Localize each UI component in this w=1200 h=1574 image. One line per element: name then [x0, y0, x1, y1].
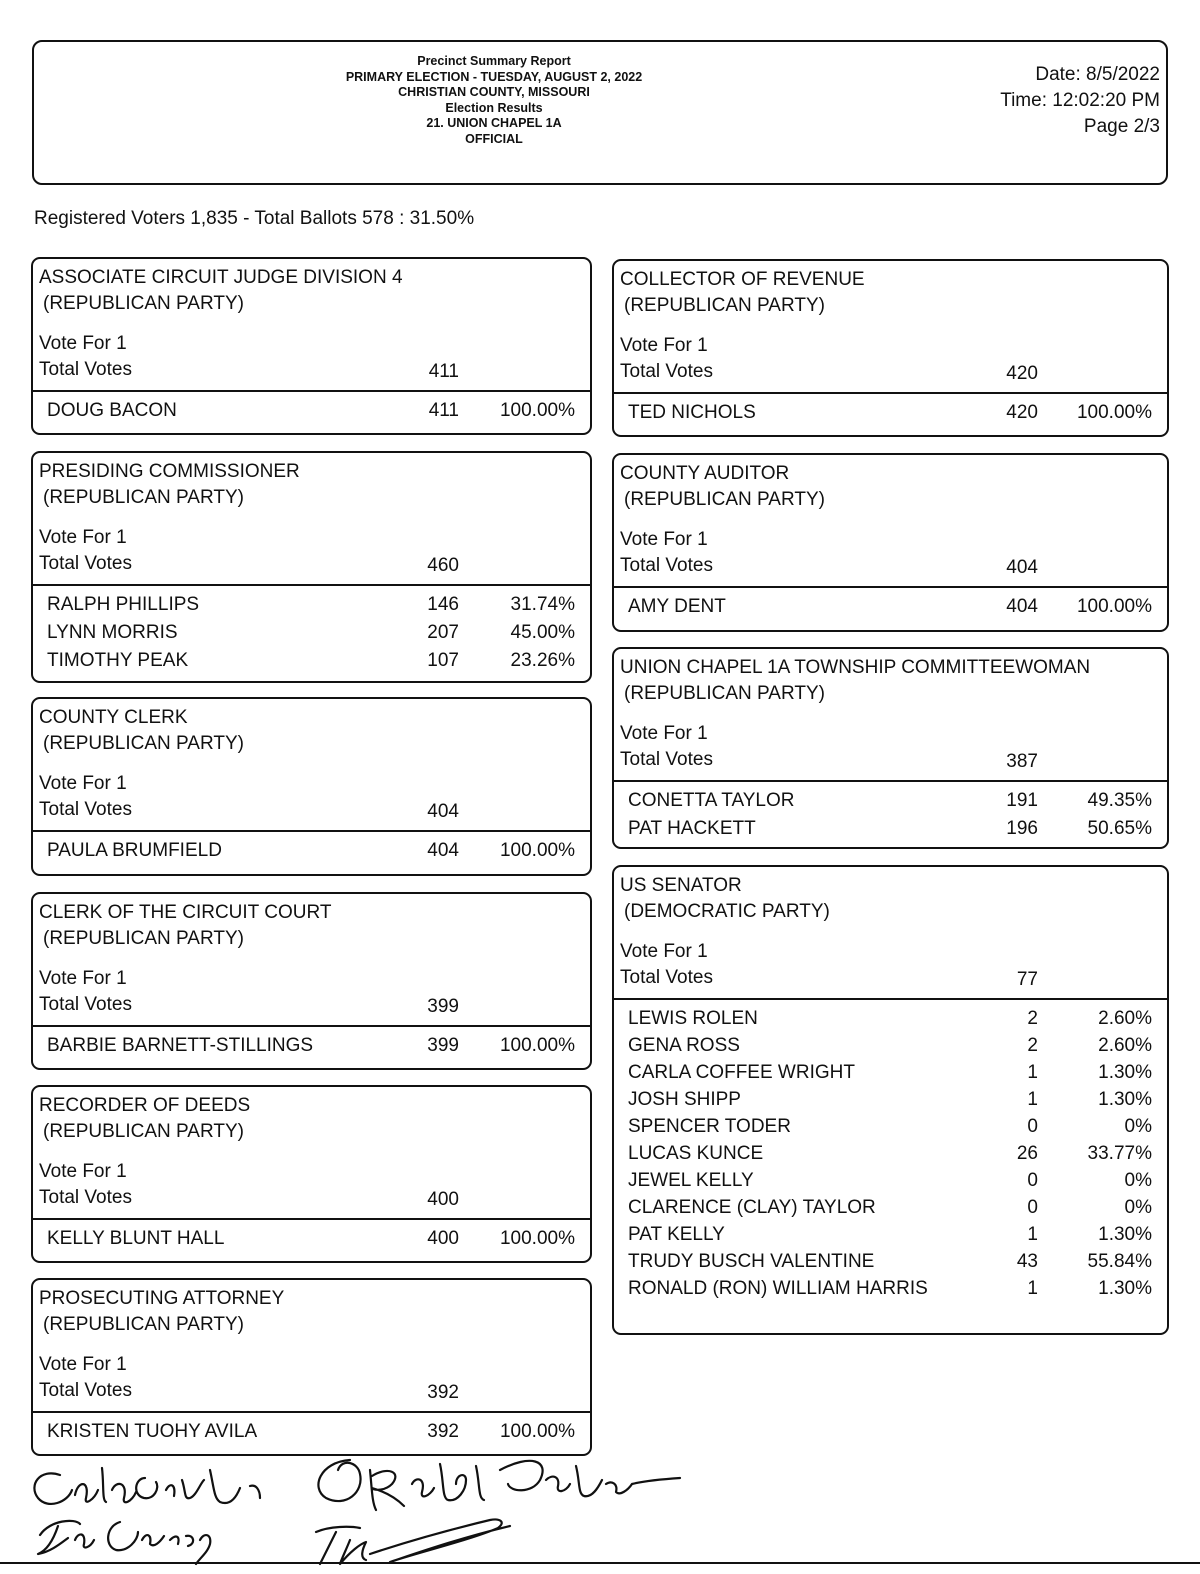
contest-title: RECORDER OF DEEDS	[39, 1095, 251, 1116]
report-meta	[1000, 62, 1160, 140]
county-name: CHRISTIAN COUNTY, MISSOURI	[398, 85, 590, 99]
candidate-percent: 33.77%	[1087, 1143, 1152, 1164]
vote-for-label: Vote For 1	[39, 773, 127, 794]
contest-box	[31, 257, 592, 435]
total-votes-label: Total Votes	[39, 799, 132, 820]
contest-party: (REPUBLICAN PARTY)	[43, 928, 244, 949]
total-votes-value: 404	[427, 801, 459, 822]
vote-for-label: Vote For 1	[39, 968, 127, 989]
report-time: Time: 12:02:20 PM	[1000, 90, 1160, 111]
divider	[33, 1411, 590, 1413]
contest-title: ASSOCIATE CIRCUIT JUDGE DIVISION 4	[39, 267, 403, 288]
divider	[614, 780, 1167, 782]
vote-for-label: Vote For 1	[39, 1354, 127, 1375]
candidate-percent: 45.00%	[510, 622, 575, 643]
total-votes-label: Total Votes	[39, 1187, 132, 1208]
divider	[33, 1218, 590, 1220]
candidate-votes: 1	[1027, 1089, 1038, 1110]
candidate-votes: 196	[1006, 818, 1038, 839]
candidate-name: CLARENCE (CLAY) TAYLOR	[628, 1197, 876, 1218]
total-votes-label: Total Votes	[39, 359, 132, 380]
contest-party: (REPUBLICAN PARTY)	[624, 489, 825, 510]
total-votes-label: Total Votes	[39, 1380, 132, 1401]
candidate-row	[614, 1059, 1167, 1086]
candidate-votes: 400	[427, 1228, 459, 1249]
candidate-name: SPENCER TODER	[628, 1116, 791, 1137]
candidate-row	[33, 647, 590, 674]
signature-3	[318, 1460, 680, 1510]
candidate-row	[33, 397, 590, 424]
candidate-row	[614, 1086, 1167, 1113]
candidate-name: LUCAS KUNCE	[628, 1143, 764, 1164]
total-votes-value: 404	[1006, 557, 1038, 578]
total-votes-value: 420	[1006, 363, 1038, 384]
divider	[33, 390, 590, 392]
contest-box	[31, 892, 592, 1070]
candidate-row	[33, 1225, 590, 1252]
candidate-percent: 1.30%	[1098, 1089, 1152, 1110]
report-title: Precinct Summary Report	[417, 54, 571, 68]
candidate-row	[614, 1032, 1167, 1059]
divider	[614, 392, 1167, 394]
candidate-percent: 31.74%	[510, 594, 575, 615]
candidate-name: PAT KELLY	[628, 1224, 725, 1245]
candidate-name: LYNN MORRIS	[47, 622, 178, 643]
contest-box	[31, 1278, 592, 1456]
candidate-row	[33, 1032, 590, 1059]
candidate-row	[614, 1221, 1167, 1248]
candidate-name: CARLA COFFEE WRIGHT	[628, 1062, 855, 1083]
report-status: OFFICIAL	[465, 131, 523, 146]
contest-title: PROSECUTING ATTORNEY	[39, 1288, 285, 1309]
candidate-name: DOUG BACON	[47, 400, 177, 421]
signature-1	[34, 1468, 260, 1504]
candidate-row	[614, 1113, 1167, 1140]
candidate-percent: 50.65%	[1087, 818, 1152, 839]
total-votes-label: Total Votes	[620, 749, 713, 770]
total-votes-label: Total Votes	[620, 967, 713, 988]
contest-title: UNION CHAPEL 1A TOWNSHIP COMMITTEEWOMAN	[620, 657, 1091, 678]
total-votes-value: 399	[427, 996, 459, 1017]
candidate-name: GENA ROSS	[628, 1035, 740, 1056]
total-votes-label: Total Votes	[620, 361, 713, 382]
total-votes-value: 77	[1016, 969, 1038, 990]
candidate-percent: 49.35%	[1087, 790, 1152, 811]
candidate-votes: 404	[427, 840, 459, 861]
candidate-votes: 107	[427, 650, 459, 671]
total-votes-label: Total Votes	[620, 555, 713, 576]
vote-for-label: Vote For 1	[39, 1161, 127, 1182]
candidate-votes: 0	[1027, 1197, 1038, 1218]
candidate-votes: 392	[427, 1421, 459, 1442]
vote-for-label: Vote For 1	[39, 333, 127, 354]
candidate-votes: 146	[427, 594, 459, 615]
contest-title: COUNTY AUDITOR	[620, 463, 790, 484]
divider	[33, 1025, 590, 1027]
report-header	[32, 40, 1168, 185]
contest-box	[31, 697, 592, 876]
candidate-votes: 420	[1006, 402, 1038, 423]
candidate-row	[614, 399, 1167, 426]
report-date: Date: 8/5/2022	[1035, 64, 1160, 85]
contest-box	[612, 647, 1169, 849]
candidate-percent: 0%	[1124, 1197, 1152, 1218]
results-label: Election Results	[445, 100, 543, 115]
candidate-percent: 100.00%	[499, 840, 575, 861]
page-number: Page 2/3	[1083, 116, 1160, 137]
candidate-name: RONALD (RON) WILLIAM HARRIS	[628, 1278, 928, 1299]
total-votes-value: 411	[428, 361, 459, 382]
contest-party: (REPUBLICAN PARTY)	[624, 683, 825, 704]
contest-box	[31, 1085, 592, 1263]
candidate-name: PAT HACKETT	[628, 818, 756, 839]
candidate-row	[614, 1140, 1167, 1167]
candidate-row	[614, 1005, 1167, 1032]
candidate-row	[33, 619, 590, 646]
contest-box	[612, 453, 1169, 632]
candidate-votes: 411	[428, 400, 459, 421]
candidate-votes: 43	[1016, 1251, 1038, 1272]
candidate-percent: 100.00%	[499, 1228, 575, 1249]
candidate-votes: 207	[427, 622, 459, 643]
total-votes-value: 387	[1006, 751, 1038, 772]
candidate-row	[33, 837, 590, 864]
candidate-row	[614, 787, 1167, 814]
contest-party: (REPUBLICAN PARTY)	[43, 1314, 244, 1335]
candidate-row	[614, 1194, 1167, 1221]
vote-for-label: Vote For 1	[620, 723, 708, 744]
signature-2	[38, 1521, 210, 1564]
candidate-name: LEWIS ROLEN	[628, 1008, 758, 1029]
total-votes-label: Total Votes	[39, 994, 132, 1015]
vote-for-label: Vote For 1	[620, 335, 708, 356]
candidate-row	[614, 815, 1167, 842]
signature-4	[316, 1519, 510, 1564]
candidate-name: TRUDY BUSCH VALENTINE	[628, 1251, 875, 1272]
divider	[33, 830, 590, 832]
candidate-votes: 26	[1016, 1143, 1038, 1164]
contest-title: CLERK OF THE CIRCUIT COURT	[39, 902, 332, 923]
contest-party: (DEMOCRATIC PARTY)	[624, 901, 830, 922]
candidate-percent: 100.00%	[1076, 402, 1152, 423]
contest-box	[612, 865, 1169, 1335]
total-votes-value: 392	[427, 1382, 459, 1403]
divider	[33, 584, 590, 586]
candidate-name: KELLY BLUNT HALL	[47, 1228, 225, 1249]
contest-title: PRESIDING COMMISSIONER	[39, 461, 300, 482]
candidate-percent: 55.84%	[1087, 1251, 1152, 1272]
candidate-votes: 399	[427, 1035, 459, 1056]
candidate-name: TIMOTHY PEAK	[47, 650, 189, 671]
report-header-center	[284, 54, 704, 147]
contest-party: (REPUBLICAN PARTY)	[43, 733, 244, 754]
vote-for-label: Vote For 1	[620, 529, 708, 550]
election-name: PRIMARY ELECTION - TUESDAY, AUGUST 2, 2022	[345, 69, 643, 84]
contest-title: US SENATOR	[620, 875, 742, 896]
precinct-name: 21. UNION CHAPEL 1A	[426, 116, 562, 130]
candidate-name: CONETTA TAYLOR	[628, 790, 795, 811]
contest-title: COLLECTOR OF REVENUE	[620, 269, 865, 290]
candidate-row	[614, 1167, 1167, 1194]
candidate-votes: 2	[1027, 1008, 1038, 1029]
total-votes-value: 400	[427, 1189, 459, 1210]
handwritten-signatures	[20, 1440, 720, 1570]
contest-box	[31, 451, 592, 683]
candidate-percent: 1.30%	[1098, 1278, 1152, 1299]
contest-party: (REPUBLICAN PARTY)	[43, 487, 244, 508]
candidate-votes: 1	[1027, 1062, 1038, 1083]
candidate-name: KRISTEN TUOHY AVILA	[47, 1421, 258, 1442]
candidate-votes: 404	[1006, 596, 1038, 617]
candidate-percent: 23.26%	[510, 650, 575, 671]
divider	[614, 998, 1167, 1000]
candidate-name: BARBIE BARNETT-STILLINGS	[47, 1035, 314, 1056]
candidate-row	[33, 591, 590, 618]
contest-box	[612, 259, 1169, 437]
candidate-percent: 100.00%	[499, 400, 575, 421]
divider	[614, 586, 1167, 588]
candidate-percent: 2.60%	[1098, 1035, 1152, 1056]
contest-party: (REPUBLICAN PARTY)	[43, 293, 244, 314]
contest-party: (REPUBLICAN PARTY)	[43, 1121, 244, 1142]
candidate-name: RALPH PHILLIPS	[47, 594, 200, 615]
turnout-summary: Registered Voters 1,835 - Total Ballots 578 : 31.50%	[34, 208, 475, 229]
page-bottom-rule	[0, 1562, 1200, 1564]
candidate-row	[614, 1248, 1167, 1275]
candidate-percent: 1.30%	[1098, 1224, 1152, 1245]
vote-for-label: Vote For 1	[620, 941, 708, 962]
candidate-row	[614, 1275, 1167, 1329]
vote-for-label: Vote For 1	[39, 527, 127, 548]
candidate-percent: 100.00%	[499, 1421, 575, 1442]
candidate-name: JOSH SHIPP	[628, 1089, 741, 1110]
candidate-name: AMY DENT	[628, 596, 726, 617]
candidate-percent: 0%	[1124, 1170, 1152, 1191]
candidate-percent: 100.00%	[1076, 596, 1152, 617]
candidate-votes: 191	[1006, 790, 1038, 811]
candidate-votes: 0	[1027, 1170, 1038, 1191]
total-votes-label: Total Votes	[39, 553, 132, 574]
total-votes-value: 460	[427, 555, 459, 576]
candidate-row	[614, 593, 1167, 620]
candidate-name: JEWEL KELLY	[628, 1170, 754, 1191]
candidate-percent: 0%	[1124, 1116, 1152, 1137]
candidate-percent: 100.00%	[499, 1035, 575, 1056]
candidate-votes: 0	[1027, 1116, 1038, 1137]
candidate-name: PAULA BRUMFIELD	[47, 840, 222, 861]
contest-title: COUNTY CLERK	[39, 707, 188, 728]
candidate-votes: 1	[1027, 1224, 1038, 1245]
candidate-votes: 1	[1027, 1278, 1038, 1299]
contest-party: (REPUBLICAN PARTY)	[624, 295, 825, 316]
candidate-percent: 1.30%	[1098, 1062, 1152, 1083]
candidate-percent: 2.60%	[1098, 1008, 1152, 1029]
candidate-name: TED NICHOLS	[628, 402, 756, 423]
candidate-votes: 2	[1027, 1035, 1038, 1056]
